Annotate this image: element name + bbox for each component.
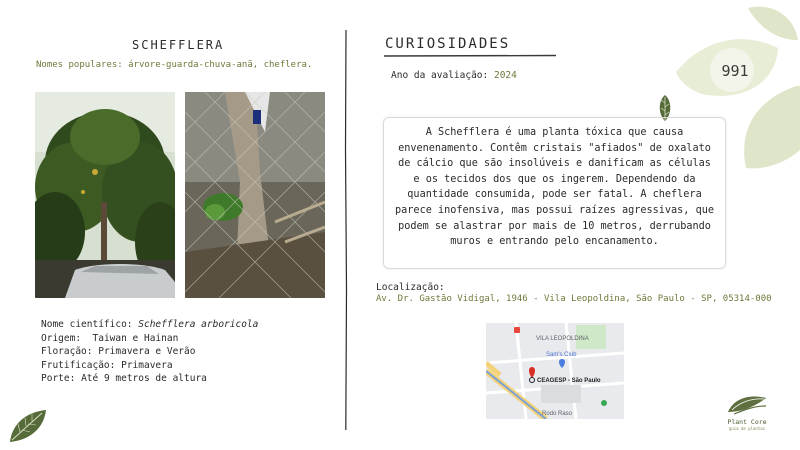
evaluation-year: Ano da avaliação: 2024 <box>391 70 517 81</box>
fact-scientific-name: Nome científico: Schefflera arboricola <box>41 319 259 330</box>
brand-name: Plant Core <box>727 418 767 426</box>
evaluation-number-badge: 991 <box>721 62 749 80</box>
map-poi-sams-club: Sam's Club <box>546 352 577 358</box>
brand-logo-icon <box>726 392 768 416</box>
plant-photo-roots <box>185 92 325 298</box>
map-road-label: Rodo Raso <box>542 411 573 417</box>
plant-title: SCHEFFLERA <box>132 38 225 52</box>
plant-photo-tree <box>35 92 175 298</box>
fact-origin: Origem: Taiwan e Hainan <box>41 332 179 344</box>
fact-fruiting: Frutificação: Primavera <box>41 359 173 371</box>
brand-subtitle: guia de plantas <box>728 426 766 431</box>
location-map[interactable] <box>486 323 624 419</box>
map-poi-ceagesp: CEAGESP - São Paulo <box>537 378 601 384</box>
leaf-icon <box>8 408 48 444</box>
popular-names: Nomes populares: árvore-guarda-chuva-anã, cheflera. <box>36 60 313 70</box>
fact-flowering: Floração: Primavera e Verão <box>41 346 196 357</box>
title-underline <box>384 54 556 58</box>
location-address: Av. Dr. Gastão Vidigal, 1946 - Vila Leopoldina, São Paulo - SP, 05314-000 <box>376 294 772 304</box>
fact-size: Porte: Até 9 metros de altura <box>41 373 207 384</box>
plant-facts <box>41 318 258 386</box>
curiosities-title: CURIOSIDADES <box>385 36 511 52</box>
map-district-label: VILA LEOPOLDINA <box>536 336 589 342</box>
location-label: Localização: <box>376 282 445 293</box>
column-divider <box>344 30 348 430</box>
curiosity-text-box: A Schefflera é uma planta tóxica que causa envenenamento. Contêm cristais "afiados" de oxalato de cálcio que são insolúveis e danificam as células e os tecidos dos que os ingerem. Dependendo da quantidade consumida, pode ser fatal. A cheflera parece inofensiva, mas possui raízes agressivas, que podem se alastrar por mais de 10 metros, derrubando muros e entrando pelo encanamento. <box>383 117 726 269</box>
